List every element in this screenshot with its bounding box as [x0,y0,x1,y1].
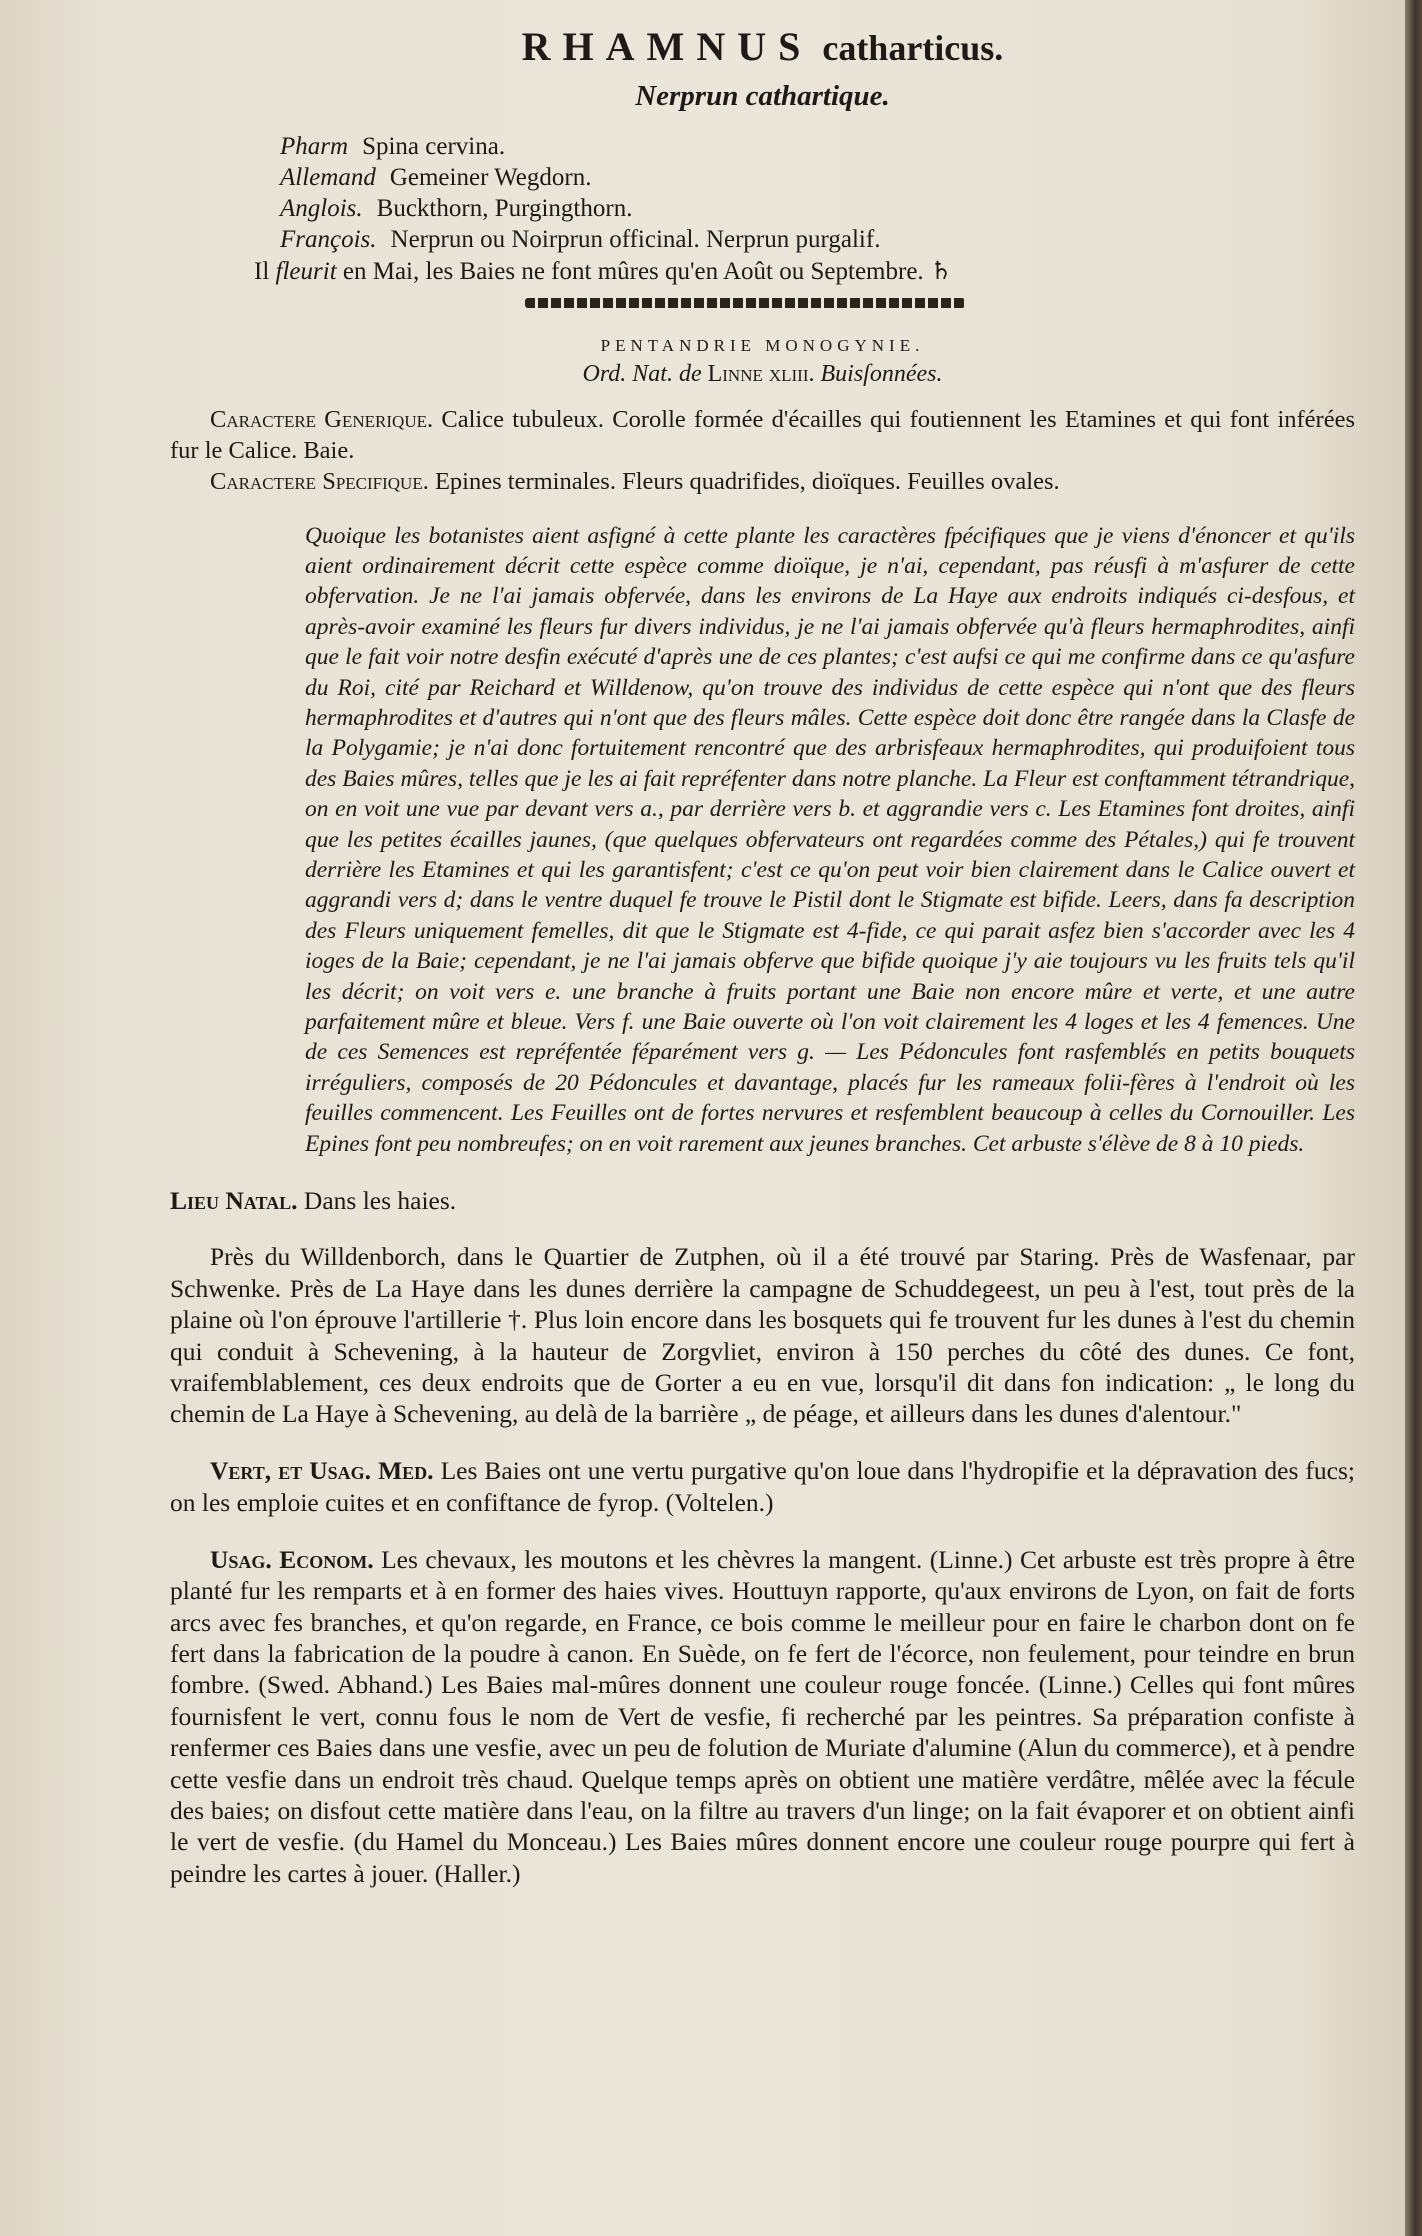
habitat-head: Lieu Natal. [170,1185,298,1215]
page-content [170,18,1355,1915]
ornament-divider [525,298,965,308]
name-row-francois [280,224,1355,255]
habitat-text: Près du Willdenborch, dans le Quartier de Zutphen, où il a été trouvé par Staring. Près de Wasfenaar, par Schwenke. Près de La Haye dans les dunes derrière la campagne de Schuddegeest, un peu à l'est, tout près de la plaine où l'on éprouve l'artillerie †. Plus loin encore dans les bosquets qui fe trouvent fur les dunes à l'est du chemin qui conduit à Schevening, à la hauteur de Zorgvliet, environ à 150 perches du côté des dunes. Ce font, vraifemblablement, ces deux endroits que de Gorter a eu en vue, lorsqu'il dit dans fon indication: „ le long du chemin de La Haye à Schevening, au delà de la barrière „ de péage, et ailleurs dans les dunes d'alentour." [170,1242,1355,1429]
generic-character [170,404,1355,466]
name-lang: Anglois. [280,195,363,222]
order-author: Linne [707,361,763,387]
generic-text: Calice tubuleux. Corolle formée d'écailles qui foutiennent les Etamines et qui font inférées fur le Calice. Baie. [170,406,1355,464]
page-title [170,18,1355,77]
name-row-pharm [280,131,1355,162]
name-row-allemand [280,162,1355,193]
name-value: Spina cervina. [362,133,506,160]
name-value: Gemeiner Wegdorn. [389,164,592,191]
habitat-head-text: Dans les haies. [303,1185,457,1215]
order-prefix: Ord. Nat. de [582,361,702,387]
name-lang: François. [280,226,377,253]
flowering-prefix: Il [254,258,270,285]
vernacular-names [280,131,1355,255]
natural-order [170,358,1355,390]
medical-section [170,1455,1355,1518]
name-value: Buckthorn, Purgingthorn. [376,195,633,222]
genus-name: RHAMNUS [521,24,813,69]
name-lang: Allemand [280,164,376,191]
book-binding-edge [1405,0,1422,2236]
flowering-line [254,255,1355,288]
economic-head: Usag. Econom. [210,1544,374,1574]
habitat-section [170,1185,1355,1216]
order-name: Buisſonnées. [820,361,943,387]
flowering-text: en Mai, les Baies ne font mûres qu'en Août ou Septembre. [342,258,924,285]
order-number: xliii. [768,361,815,387]
medical-text: Les Baies ont une vertu purgative qu'on loue dans l'hydropifie et la dépravation des fucs; on les emploie cuites et en confiftance de fyrop. (Voltelen.) [170,1456,1356,1517]
species-name: catharticus. [822,28,1004,68]
name-lang: Pharm [280,133,349,160]
economic-text: Les chevaux, les moutons et les chèvres la mangent. (Linne.) Cet arbuste est très propre à être planté fur les remparts et à en former des haies vives. Houttuyn rapporte, qu'aux environs de Lyon, on fait de forts arcs avec fes branches, et qu'on regarde, en France, ce bois comme le meilleur pour en faire le charbon dont on fe fert dans la fabrication de la poudre à canon. En Suède, on fe fert de l'écorce, non feulement, pour teindre en brun fombre. (Swed. Abhand.) Les Baies mal-mûres donnent une couleur rouge foncée. (Linne.) Celles qui font mûres fournisfent le vert, connu fous le nom de Vert de vesfie, fi recherché par les peintres. Sa préparation confiste à renfermer ces Baies dans une vesfie, avec un peu de folution de Muriate d'alumine (Alun du commerce), et à pendre cette vesfie dans un endroit très chaud. Quelque temps après on obtient une matière verdâtre, mêlée avec la fécule des baies; on disfout cette matière dans l'eau, on la filtre au travers d'un linge; on la fait évaporer et on obtient ainfi le vert de vesfie. (du Hamel du Monceau.) Les Baies mûres donnent encore une couleur rouge pourpre qui fert à peindre les cartes à jouer. (Haller.) [170,1544,1355,1888]
description-paragraph: Quoique les botanistes aient asfigné à cette plante les caractères fpécifiques que je viens d'énoncer et qu'ils aient ordinairement décrit cette espèce comme dioïque, je n'ai, cependant, pas réusfi à m'asfurer de cette obfervation. Je ne l'ai jamais obfervée, dans les environs de La Haye aux endroits indiqués ci-desfous, et après-avoir examiné les fleurs fur divers individus, je ne l'ai jamais obfervée qu'à fleurs hermaphrodites, ainfi que le fait voir notre desfin exécuté d'après une de ces plantes; c'est aufsi ce qui me confirme dans ce qu'asfure du Roi, cité par Reichard et Willdenow, qu'on trouve des individus de cette espèce qui n'ont que des fleurs hermaphrodites et d'autres qui n'ont que des fleurs mâles. Cette espèce doit donc être rangée dans la Clasfe de la Polygamie; je n'ai donc fortuitement rencontré que des arbrisfeaux hermaphrodites, qui produifoient tous des Baies mûres, telles que je les ai fait repréfenter dans notre planche. La Fleur est conftamment tétrandrique, on en voit une vue par devant vers a., par derrière vers b. et aggrandie vers c. Les Etamines font droites, ainfi que les petites écailles jaunes, (que quelques obfervateurs ont regardées comme des Pétales,) qui fe trouvent derrière les Etamines et qui les garantisfent; c'est ce qu'on peut voir bien clairement dans le Calice ouvert et aggrandi vers d; dans le ventre duquel fe trouve le Pistil dont le Stigmate est bifide. Leers, dans fa description des Fleurs uniquement femelles, dit que le Stigmate est 4-fide, ce qui parait asfez bien s'accorder avec les 4 ioges de la Baie; cependant, je ne l'ai jamais obferve que bifide quoique j'y aie toujours vu les fruits tels qu'il les décrit; on voit vers e. une branche à fruits portant une Baie non encore mûre et verte, et une autre parfaitement mûre et bleue. Vers f. une Baie ouverte où l'on voit clairement les 4 loges et les 4 femences. Une de ces Semences est repréfentée féparément vers g. — Les Pédoncules font rasfemblés en petits bouquets irréguliers, composés de 20 Pédoncules et davantage, placés fur les rameaux folii-fères à l'endroit où les feuilles commencent. Les Feuilles ont de fortes nervures et resfemblent beaucoup à celles du Cornouiller. Les Epines font peu nombreufes; on en voit rarement aux jeunes branches. Cet arbuste s'élève de 8 à 10 pieds. [305,522,1355,1157]
generic-head: Caractere Generique. [210,406,434,433]
specific-head: Caractere Specifique. [210,468,429,495]
shrub-symbol-icon: ♄ [929,258,953,285]
name-row-anglois [280,193,1355,224]
name-value: Nerprun ou Noirprun officinal. Nerprun purgalif. [390,226,881,253]
medical-head: Vert, et Usag. Med. [210,1456,434,1486]
specific-text: Epines terminales. Fleurs quadrifides, dioïques. Feuilles ovales. [434,468,1060,495]
flowering-verb: fleurit [275,258,337,285]
french-name: Nerprun cathartique. [635,80,890,112]
economic-section [170,1544,1355,1889]
linnaean-class: PENTANDRIE MONOGYNIE. [600,336,925,355]
specific-character [170,466,1355,497]
